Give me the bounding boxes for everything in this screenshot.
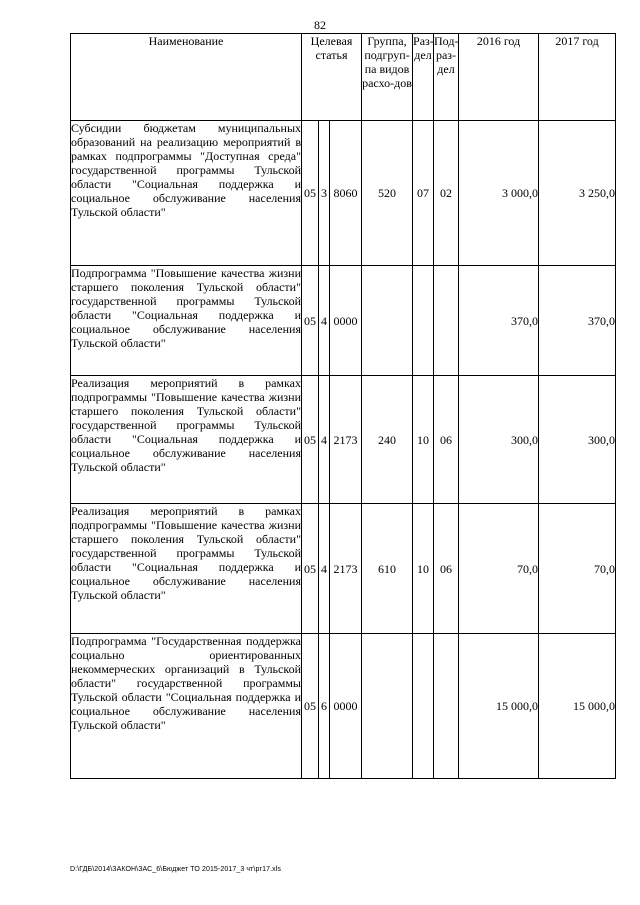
row-year-2016: 15 000,0 (459, 634, 539, 779)
row-year-2016: 300,0 (459, 376, 539, 504)
row-direction-code: 0000 (330, 634, 362, 779)
header-year-2017: 2017 год (539, 34, 616, 121)
header-group: Группа, подгруп-па видов расхо-дов (362, 34, 413, 121)
row-subsection (434, 266, 459, 376)
row-direction-code: 2173 (330, 504, 362, 634)
header-target-article: Целевая статья (302, 34, 362, 121)
row-direction-code: 0000 (330, 266, 362, 376)
row-year-2017: 370,0 (539, 266, 616, 376)
row-subsection: 06 (434, 504, 459, 634)
table-row (71, 266, 616, 376)
row-name: Подпрограмма "Повышение качества жизни старшего поколения Тульской области" государственной программы Тульской области "Социальная поддержка и социальное обслуживание населения Тульской области" (71, 266, 302, 376)
row-subprogram-code: 4 (319, 504, 330, 634)
row-section: 07 (413, 121, 434, 266)
table-row (71, 376, 616, 504)
table-row (71, 121, 616, 266)
row-section: 10 (413, 376, 434, 504)
row-subprogram-code: 6 (319, 634, 330, 779)
page-number: 82 (314, 18, 326, 32)
row-section (413, 634, 434, 779)
row-program-code: 05 (302, 504, 319, 634)
row-subsection: 02 (434, 121, 459, 266)
header-year-2016: 2016 год (459, 34, 539, 121)
row-direction-code: 2173 (330, 376, 362, 504)
row-year-2016: 70,0 (459, 504, 539, 634)
row-direction-code: 8060 (330, 121, 362, 266)
row-program-code: 05 (302, 376, 319, 504)
row-year-2017: 3 250,0 (539, 121, 616, 266)
row-year-2016: 3 000,0 (459, 121, 539, 266)
table-row (71, 634, 616, 779)
row-year-2017: 70,0 (539, 504, 616, 634)
row-subprogram-code: 3 (319, 121, 330, 266)
row-subsection (434, 634, 459, 779)
row-program-code: 05 (302, 121, 319, 266)
table-row (71, 504, 616, 634)
row-group: 610 (362, 504, 413, 634)
row-name: Реализация мероприятий в рамках подпрограммы "Повышение качества жизни старшего поколения Тульской области" государственной программы Тульской области "Социальная поддержка и социальное обслуживание населения Тульской области" (71, 504, 302, 634)
table-body (71, 121, 616, 779)
row-group: 240 (362, 376, 413, 504)
row-section (413, 266, 434, 376)
row-group (362, 634, 413, 779)
row-subprogram-code: 4 (319, 266, 330, 376)
row-section: 10 (413, 504, 434, 634)
header-name: Наименование (71, 34, 302, 121)
row-group: 520 (362, 121, 413, 266)
row-subprogram-code: 4 (319, 376, 330, 504)
row-program-code: 05 (302, 634, 319, 779)
row-subsection: 06 (434, 376, 459, 504)
header-row (71, 34, 616, 121)
row-name: Субсидии бюджетам муниципальных образований на реализацию мероприятий в рамках подпрограммы "Доступная среда" государственной программы Тульской области "Социальная поддержка и социальное обслуживание населения Тульской области" (71, 121, 302, 266)
row-year-2016: 370,0 (459, 266, 539, 376)
row-name: Подпрограмма "Государственная поддержка социально ориентированных некоммерческих организаций в Тульской области" государственной программы Тульской области "Социальная поддержка и социальное обслуживание населения Тульской области" (71, 634, 302, 779)
budget-table (70, 33, 616, 779)
row-year-2017: 300,0 (539, 376, 616, 504)
row-name: Реализация мероприятий в рамках подпрограммы "Повышение качества жизни старшего поколения Тульской области" государственной программы Тульской области "Социальная поддержка и социальное обслуживание населения Тульской области" (71, 376, 302, 504)
row-program-code: 05 (302, 266, 319, 376)
header-section: Раз-дел (413, 34, 434, 121)
header-subsection: Под-раз-дел (434, 34, 459, 121)
file-path-footer: D:\ГДБ\2014\ЗАКОН\ЗАС_6\Бюджет ТО 2015-2017_3 чт\рг17.xls (70, 866, 281, 873)
row-year-2017: 15 000,0 (539, 634, 616, 779)
row-group (362, 266, 413, 376)
